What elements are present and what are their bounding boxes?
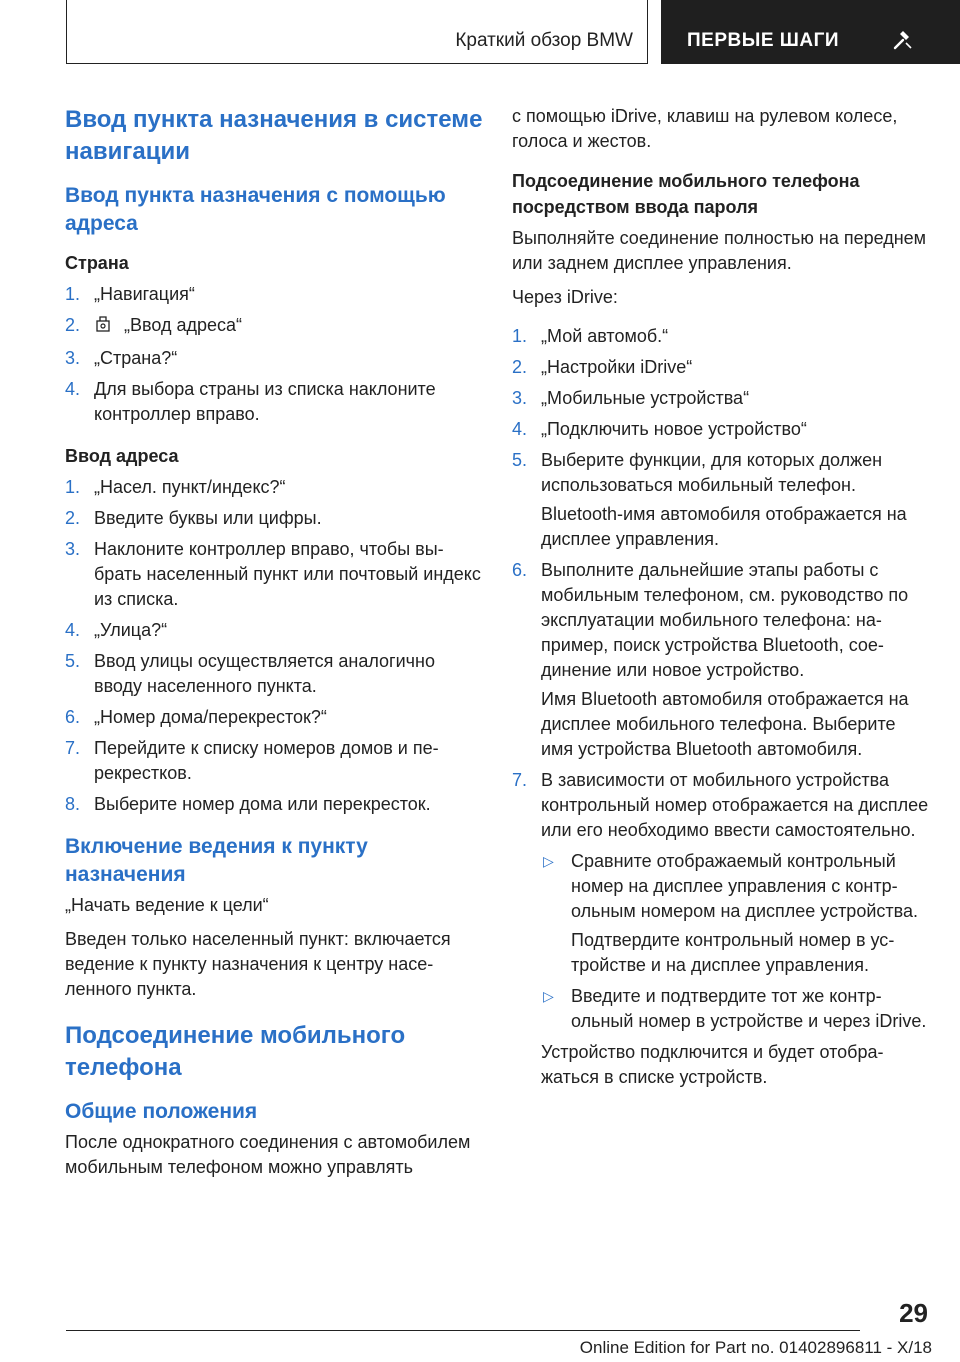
- list-item: 1. „Насел. пункт/индекс?“: [65, 477, 286, 497]
- step-note: Устройство подключится и будет отображаться в списке устройств.: [541, 1042, 884, 1087]
- triangle-bullet-icon: ▷: [543, 853, 554, 869]
- header-chapter-tab: [661, 0, 960, 64]
- list-item: 5. Выберите функции, для которых должен использоваться мобильный телефон. Bluetooth-имя автомобиля отображается на дисплее управления.: [512, 448, 932, 552]
- connect-steps: [512, 324, 932, 1090]
- list-item: 8. Выберите номер дома или перекресток.: [65, 794, 431, 814]
- guidance-text: Введен только населенный пункт: включается ведение к пункту назначения к центру населенного пункта.: [65, 929, 451, 999]
- list-item: 1. „Навигация“: [65, 284, 195, 304]
- general-text: После однократного соединения с автомобилем мобильным телефоном можно управлять: [65, 1132, 471, 1177]
- list-item: 2. „Ввод адреса“: [65, 313, 485, 340]
- heading-passkey-connect: Подсоединение мобильного телефона посредством ввода пароля: [512, 171, 860, 217]
- list-item: 3. „Мобильные устройства“: [512, 388, 750, 408]
- address-entry-icon: [94, 315, 112, 340]
- header-section-box: [66, 0, 648, 64]
- list-item: 4. Для выбора страны из списка наклоните контроллер вправо.: [65, 379, 436, 424]
- heading-phone-connect: Подсоединение мобильного телефона: [65, 1022, 406, 1081]
- heading-country: Страна: [65, 253, 129, 273]
- list-item: 2. „Настройки iDrive“: [512, 357, 693, 377]
- footer-edition: Online Edition for Part no. 01402896811 - X/18: [579, 1338, 932, 1357]
- heading-start-guidance: Включение ведения к пункту назначения: [65, 835, 368, 886]
- passkey-text: Выполняйте соединение полностью на переднем или заднем дисплее управления.: [512, 228, 927, 273]
- list-item: 3. „Страна?“: [65, 348, 178, 368]
- bullet-item: ▷ Введите и подтвердите тот же контрольный номер в устройстве и через iDrive.: [543, 986, 927, 1031]
- flag-icon: [893, 30, 913, 50]
- country-steps: [65, 282, 485, 427]
- heading-general: Общие положения: [65, 1100, 258, 1123]
- list-item: 3. Наклоните контроллер вправо, чтобы выбрать населенный пункт или почтовый индекс из списка.: [65, 539, 481, 609]
- footer-divider: [66, 1330, 860, 1331]
- list-item: 1. „Мой автомоб.“: [512, 326, 669, 346]
- left-column: [65, 104, 485, 1189]
- triangle-bullet-icon: ▷: [543, 988, 554, 1004]
- list-item: 4. „Улица?“: [65, 620, 168, 640]
- guidance-command: „Начать ведение к цели“: [65, 895, 269, 915]
- header-section-title: Краткий обзор BMW: [455, 30, 633, 51]
- list-item: 7. В зависимости от мобильного устройства контрольный номер отображается на дисплее или его необходимо ввести самостоятельно. ▷ Сравните отображаемый контрольный номер на дисплее управления с контрольным номером на дисплее устройства. Подтвердите контрольный номер в устройстве и на дисплее управления. ▷ Введите и подтвердите тот же контрольный номер в устройстве и через iDrive. Устройство подключится и будет отображаться в списке устройств.: [512, 768, 932, 1090]
- page-header: [66, 0, 960, 64]
- step-note: Имя Bluetooth автомобиля отображается на дисплее мобильного телефона. Выберите имя устройства Bluetooth автомобиля.: [541, 689, 909, 759]
- step-note: Bluetooth-имя автомобиля отображается на дисплее управления.: [541, 504, 907, 549]
- page-number: 29: [899, 1298, 928, 1328]
- address-steps: [65, 475, 485, 817]
- heading-address: Ввод адреса: [65, 446, 179, 466]
- list-item: 5. Ввод улицы осуществляется аналогично вводу населенного пункта.: [65, 651, 435, 696]
- via-idrive-text: Через iDrive:: [512, 287, 618, 307]
- heading-address-entry: Ввод пункта назначения с помощью адреса: [65, 184, 446, 235]
- list-item: 2. Введите буквы или цифры.: [65, 508, 322, 528]
- list-item: 6. Выполните дальнейшие этапы работы с мобильным телефоном, см. руководство по эксплуатации мобильного телефона: например, поиск устройства Bluetooth, соединение или новое устройство. Имя Bluetooth автомобиля отображается на дисплее мобильного телефона. Выберите имя устройства Bluetooth автомобиля.: [512, 558, 932, 762]
- heading-destination-entry: Ввод пункта назначения в системе навигации: [65, 106, 483, 165]
- continued-text: с помощью iDrive, клавиш на рулевом колесе, голоса и жестов.: [512, 106, 898, 151]
- right-column: [512, 104, 932, 1106]
- list-item: 6. „Номер дома/перекресток?“: [65, 707, 327, 727]
- list-item: 4. „Подключить новое устройство“: [512, 419, 807, 439]
- header-chapter-title: ПЕРВЫЕ ШАГИ: [687, 30, 840, 51]
- bullet-note: Подтвердите контрольный номер в устройстве и на дисплее управления.: [571, 930, 895, 975]
- list-item: 7. Перейдите к списку номеров домов и перекрестков.: [65, 738, 439, 783]
- bullet-item: ▷ Сравните отображаемый контрольный номер на дисплее управления с контрольным номером на дисплее устройства. Подтвердите контрольный номер в устройстве и на дисплее управления.: [541, 849, 932, 978]
